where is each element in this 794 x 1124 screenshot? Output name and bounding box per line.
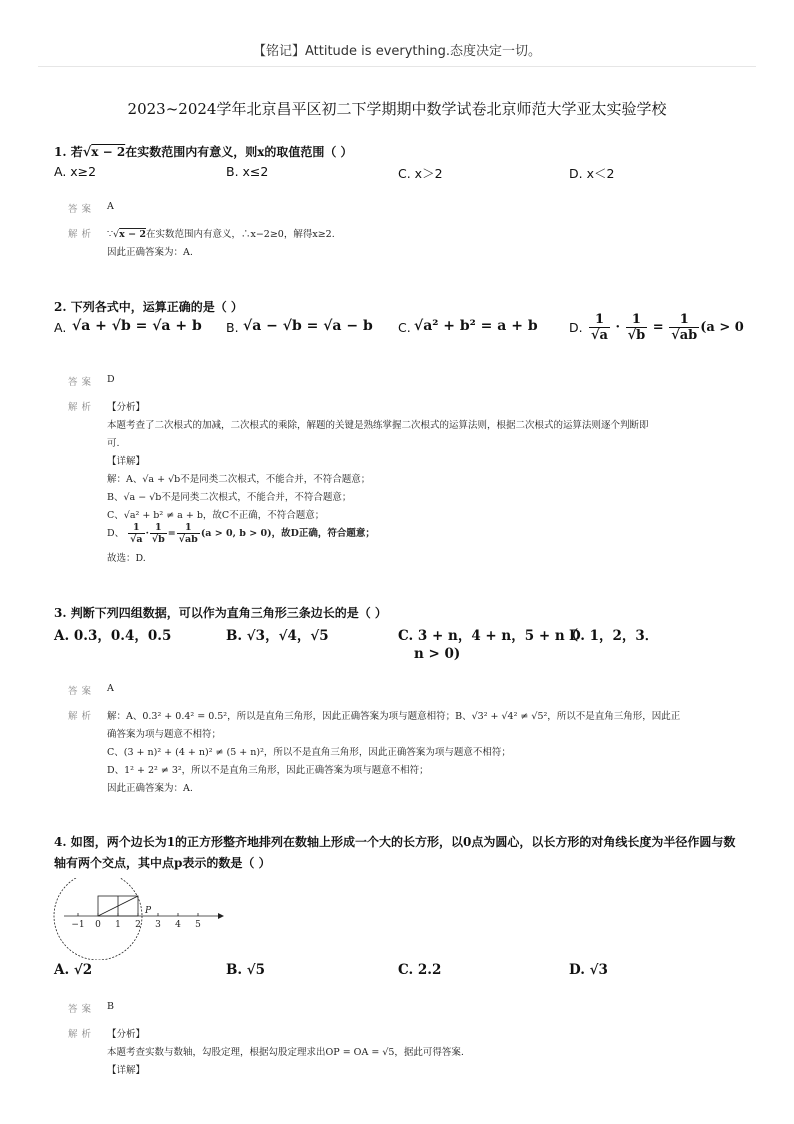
point-p-label: P [145,906,152,916]
axis-tick-label: 0 [95,920,101,930]
q3-stem: 3. 判断下列四组数据，可以作为直角三角形三条边长的是（ ） [54,606,387,620]
q1-stem: 1. 若√x − 2在实数范围内有意义，则x的取值范围（ ） [54,145,353,160]
motto-header: 【铭记】Attitude is everything.态度决定一切。 [252,44,541,59]
q2-solution-line: 【分析】 [107,402,146,413]
q3-answer: A [107,683,114,694]
q3-solution-line: D、1² + 2² ≠ 3²，所以不是直角三角形，因此正确答案为项与题意不相符； [107,765,429,776]
q2-solution-line: C、√a² + b² ≠ a + b，故C不正确，不符合题意； [107,510,325,521]
q1-solution-line-2: 因此正确答案为：A. [107,247,193,258]
q3-option-d: D. 1，2，3． [569,628,659,644]
axis-tick-label: 3 [155,920,161,930]
q1-solution-line-1: ∵√x − 2在实数范围内有意义，∴x−2≥0，解得x≥2. [107,229,335,240]
q2-option-c-letter: C. [398,320,411,335]
q2-answer-label: 答案 [68,377,96,388]
q4-stem-line-2: 轴有两个交点，其中点p表示的数是（ ） [54,856,271,870]
number-line-figure [50,878,230,960]
q2-option-c: √a² + b² = a + b [414,318,538,334]
q4-option-a: A. √2 [54,962,93,978]
axis-arrow [218,913,224,919]
q4-answer: B [107,1001,114,1012]
q2-option-d-letter: D. [569,320,583,335]
axis-tick-label: 2 [135,920,141,930]
header-divider [38,66,756,67]
q2-analysis-label: 解析 [68,402,96,413]
q2-solution-line: 故选：D. [107,553,146,564]
q4-solution-line: 本题考查实数与数轴，勾股定理，根据勾股定理求出OP = OA = √5，据此可得答案. [107,1047,464,1058]
q3-option-a: A. 0.3，0.4，0.5 [54,628,172,644]
q3-answer-label: 答案 [68,686,96,697]
circle [54,878,142,960]
q4-option-d: D. √3 [569,962,608,978]
q3-solution-line: 确答案为项与题意不相符； [107,729,222,740]
q3-solution-line: 解：A、0.3² + 0.4² = 0.5²，所以是直角三角形，因此正确答案为项与题意相符；B、√3² + √4² ≠ √5²，所以不是直角三角形，因此正 [107,711,681,722]
q3-option-b: B. √3，√4，√5 [226,628,329,644]
q2-solution-line: 解：A、√a + √b不是同类二次根式，不能合并，不符合题意； [107,474,371,485]
q1-answer-label: 答案 [68,204,96,215]
q2-stem: 2. 下列各式中，运算正确的是（ ） [54,300,243,314]
q2-solution-line: B、√a − √b不是同类二次根式，不能合并，不符合题意； [107,492,352,503]
q2-option-a: √a + √b = √a + b [72,318,202,334]
q1-option-d: D. x＜2 [569,166,615,181]
q2-solution-line: 可. [107,438,120,449]
q1-option-b: B. x≤2 [226,164,269,179]
q2-option-b: √a − √b = √a − b [243,318,373,334]
q4-option-c: C. 2.2 [398,962,442,978]
axis-tick-label: 5 [195,920,201,930]
q3-solution-line: 因此正确答案为：A. [107,783,193,794]
q2-option-d: $\frac{1}{√a}$ · $\frac{1}{√b}$ = $\frac{1}{√ab}$ (a > 0 [591,312,744,343]
page-title: 2023~2024学年北京昌平区初二下学期期中数学试卷北京师范大学亚太实验学校 [127,100,667,118]
q4-option-b: B. √5 [226,962,266,978]
q1-option-a: A. x≥2 [54,164,97,179]
q4-solution-line: 【详解】 [107,1065,146,1076]
q4-solution-line: 【分析】 [107,1029,146,1040]
q1-option-c: C. x＞2 [398,166,443,181]
q3-option-c: C. 3 + n，4 + n，5 + n（ [398,628,579,644]
q2-solution-line-d: D、 $\frac{1}{√a}$ · $\frac{1}{√b}$ = $\frac{1}{√ab}$ (a > 0, b > 0)，故D正确，符合题意； [107,522,375,545]
q1-analysis-label: 解析 [68,229,96,240]
q1-answer: A [107,201,114,212]
axis-tick-label: 4 [175,920,181,930]
q3-analysis-label: 解析 [68,711,96,722]
q2-answer: D [107,374,115,385]
q3-solution-line: C、(3 + n)² + (4 + n)² ≠ (5 + n)²，所以不是直角三角形，因此正确答案为项与题意不相符； [107,747,511,758]
axis-tick-label: −1 [71,920,85,930]
q2-option-b-letter: B. [226,320,239,335]
q2-solution-line: 本题考查了二次根式的加减，二次根式的乘除，解题的关键是熟练掌握二次根式的运算法则，根据二次根式的运算法则逐个判断即 [107,420,649,431]
q4-analysis-label: 解析 [68,1029,96,1040]
axis-tick-label: 1 [115,920,121,930]
q4-stem-line-1: 4. 如图，两个边长为1的正方形整齐地排列在数轴上形成一个大的长方形，以0点为圆心，以长方形的对角线长度为半径作圆与数 [54,835,736,849]
q2-solution-line: 【详解】 [107,456,146,467]
q2-option-a-letter: A. [54,320,67,335]
q4-answer-label: 答案 [68,1004,96,1015]
q3-option-c-condition: n > 0) [414,646,461,662]
